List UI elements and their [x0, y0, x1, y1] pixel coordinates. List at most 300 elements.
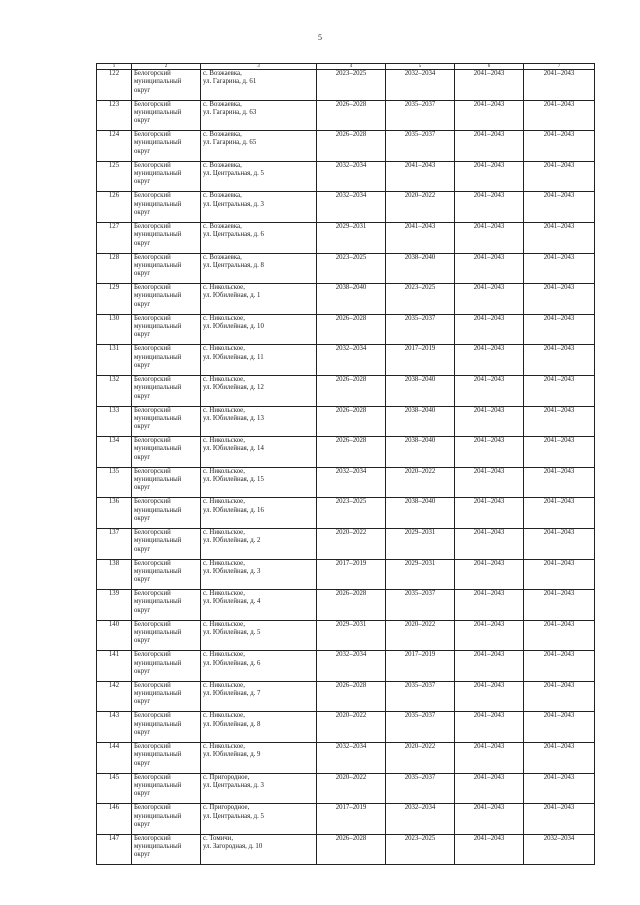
- period-cell-7: 2041–2043: [524, 712, 595, 743]
- district-cell: [132, 437, 201, 468]
- period-cell-4: 2032–2034: [317, 651, 386, 682]
- district-cell-line: Белогорский: [134, 773, 171, 781]
- address-cell: [201, 681, 317, 712]
- address-cell-line: ул. Центральная, д. 8: [203, 261, 264, 269]
- district-cell: [132, 590, 201, 621]
- district-cell-line: муниципальный: [134, 139, 182, 147]
- table-row: [97, 743, 595, 774]
- district-cell-line: Белогорский: [134, 161, 171, 169]
- period-cell-6: 2041–2043: [455, 161, 524, 192]
- district-cell-line: муниципальный: [134, 231, 182, 239]
- period-cell-7: 2041–2043: [524, 743, 595, 774]
- address-cell-line: с. Никольское,: [203, 375, 245, 383]
- address-cell: [201, 559, 317, 590]
- period-cell-5: 2032–2034: [386, 70, 455, 101]
- address-cell: [201, 437, 317, 468]
- address-cell-line: ул. Юбилейная, д. 1: [203, 292, 261, 300]
- period-cell-4: 2032–2034: [317, 743, 386, 774]
- period-cell-7: 2032–2034: [524, 834, 595, 865]
- period-cell-6: 2041–2043: [455, 559, 524, 590]
- district-cell-line: округ: [134, 667, 151, 675]
- period-cell-5: 2017–2019: [386, 345, 455, 376]
- column-header: 5: [386, 64, 455, 70]
- period-cell-5: 2020–2022: [386, 467, 455, 498]
- address-cell-line: с. Никольское,: [203, 559, 245, 567]
- address-cell-line: с. Никольское,: [203, 284, 245, 292]
- period-cell-7: 2041–2043: [524, 100, 595, 131]
- period-cell-4: 2029–2031: [317, 222, 386, 253]
- period-cell-7: 2041–2043: [524, 284, 595, 315]
- row-number-cell: 142: [97, 681, 132, 712]
- district-cell: [132, 651, 201, 682]
- period-cell-7: 2041–2043: [524, 314, 595, 345]
- period-cell-4: 2026–2028: [317, 681, 386, 712]
- address-cell-line: с. Никольское,: [203, 651, 245, 659]
- row-number-cell: 128: [97, 253, 132, 284]
- district-cell-line: округ: [134, 300, 151, 308]
- row-number-cell: 127: [97, 222, 132, 253]
- period-cell-7: 2041–2043: [524, 406, 595, 437]
- period-cell-6: 2041–2043: [455, 528, 524, 559]
- period-cell-6: 2041–2043: [455, 498, 524, 529]
- district-cell-line: Белогорский: [134, 590, 171, 598]
- period-cell-7: 2041–2043: [524, 70, 595, 101]
- table-row: [97, 314, 595, 345]
- district-cell-line: муниципальный: [134, 78, 182, 86]
- district-cell: [132, 559, 201, 590]
- period-cell-4: 2020–2022: [317, 773, 386, 804]
- table-row: [97, 253, 595, 284]
- table-row: [97, 620, 595, 651]
- address-cell-line: с. Никольское,: [203, 406, 245, 414]
- address-cell-line: с. Никольское,: [203, 467, 245, 475]
- table-row: [97, 375, 595, 406]
- period-cell-5: 2020–2022: [386, 620, 455, 651]
- district-cell-line: муниципальный: [134, 659, 182, 667]
- period-cell-6: 2041–2043: [455, 590, 524, 621]
- district-cell-line: муниципальный: [134, 567, 182, 575]
- district-cell-line: муниципальный: [134, 261, 182, 269]
- district-cell-line: округ: [134, 576, 151, 584]
- district-cell-line: округ: [134, 392, 151, 400]
- address-cell: [201, 712, 317, 743]
- period-cell-5: 2032–2034: [386, 804, 455, 835]
- district-cell: [132, 192, 201, 223]
- district-cell: [132, 284, 201, 315]
- district-cell-line: Белогорский: [134, 437, 171, 445]
- district-cell-line: Белогорский: [134, 743, 171, 751]
- column-header: 1: [97, 64, 132, 70]
- table-row: [97, 590, 595, 621]
- period-cell-5: 2035–2037: [386, 773, 455, 804]
- period-cell-5: 2029–2031: [386, 528, 455, 559]
- period-cell-5: 2023–2025: [386, 284, 455, 315]
- period-cell-5: 2038–2040: [386, 375, 455, 406]
- period-cell-5: 2020–2022: [386, 192, 455, 223]
- district-cell-line: Белогорский: [134, 345, 171, 353]
- period-cell-4: 2032–2034: [317, 192, 386, 223]
- period-cell-6: 2041–2043: [455, 834, 524, 865]
- district-cell: [132, 467, 201, 498]
- district-cell-line: Белогорский: [134, 192, 171, 200]
- district-cell-line: муниципальный: [134, 506, 182, 514]
- address-cell-line: ул. Юбилейная, д. 12: [203, 384, 264, 392]
- address-cell-line: ул. Юбилейная, д. 10: [203, 323, 264, 331]
- period-cell-4: 2026–2028: [317, 314, 386, 345]
- period-cell-5: 2017–2019: [386, 651, 455, 682]
- address-cell-line: с. Возжаевка,: [203, 70, 242, 77]
- period-cell-7: 2041–2043: [524, 528, 595, 559]
- table-row: [97, 712, 595, 743]
- period-cell-5: 2035–2037: [386, 712, 455, 743]
- period-cell-7: 2041–2043: [524, 192, 595, 223]
- district-cell: [132, 620, 201, 651]
- address-cell-line: ул. Гагарина, д. 61: [203, 78, 257, 86]
- district-cell-line: муниципальный: [134, 170, 182, 178]
- period-cell-6: 2041–2043: [455, 681, 524, 712]
- district-cell-line: округ: [134, 208, 151, 216]
- row-number-cell: 131: [97, 345, 132, 376]
- period-cell-4: 2020–2022: [317, 528, 386, 559]
- address-cell-line: ул. Центральная, д. 3: [203, 781, 264, 789]
- address-cell-line: с. Пригородное,: [203, 804, 250, 812]
- row-number-cell: 138: [97, 559, 132, 590]
- row-number-cell: 132: [97, 375, 132, 406]
- district-cell-line: округ: [134, 117, 151, 125]
- address-cell-line: ул. Юбилейная, д. 2: [203, 537, 261, 545]
- address-cell-line: с. Пригородное,: [203, 773, 250, 781]
- period-cell-5: 2041–2043: [386, 161, 455, 192]
- address-cell-line: с. Возжаевка,: [203, 161, 242, 169]
- table-row: [97, 467, 595, 498]
- district-cell-line: округ: [134, 851, 151, 859]
- district-cell-line: Белогорский: [134, 498, 171, 506]
- table-row: [97, 528, 595, 559]
- table-row: [97, 437, 595, 468]
- district-cell-line: муниципальный: [134, 414, 182, 422]
- address-cell-line: ул. Юбилейная, д. 4: [203, 598, 261, 606]
- period-cell-5: 2035–2037: [386, 100, 455, 131]
- period-cell-6: 2041–2043: [455, 70, 524, 101]
- address-cell-line: ул. Юбилейная, д. 16: [203, 506, 264, 514]
- row-number-cell: 143: [97, 712, 132, 743]
- district-cell-line: Белогорский: [134, 314, 171, 322]
- district-cell-line: Белогорский: [134, 804, 171, 812]
- period-cell-7: 2041–2043: [524, 620, 595, 651]
- period-cell-6: 2041–2043: [455, 345, 524, 376]
- period-cell-4: 2038–2040: [317, 284, 386, 315]
- address-cell-line: ул. Юбилейная, д. 14: [203, 445, 264, 453]
- table-row: [97, 284, 595, 315]
- period-cell-6: 2041–2043: [455, 437, 524, 468]
- address-cell-line: ул. Юбилейная, д. 8: [203, 720, 261, 728]
- address-cell-line: ул. Гагарина, д. 65: [203, 139, 257, 147]
- address-cell: [201, 834, 317, 865]
- district-cell-line: округ: [134, 637, 151, 645]
- district-cell: [132, 743, 201, 774]
- period-cell-6: 2041–2043: [455, 773, 524, 804]
- address-cell: [201, 345, 317, 376]
- address-cell-line: с. Никольское,: [203, 712, 245, 720]
- period-cell-7: 2041–2043: [524, 590, 595, 621]
- district-cell: [132, 834, 201, 865]
- address-cell: [201, 743, 317, 774]
- district-cell: [132, 70, 201, 101]
- column-header: 4: [317, 64, 386, 70]
- district-cell: [132, 773, 201, 804]
- district-cell-line: муниципальный: [134, 108, 182, 116]
- address-cell: [201, 161, 317, 192]
- district-cell-line: округ: [134, 514, 151, 522]
- district-cell-line: муниципальный: [134, 690, 182, 698]
- table-row: [97, 498, 595, 529]
- district-cell: [132, 498, 201, 529]
- row-number-cell: 135: [97, 467, 132, 498]
- table-row: [97, 559, 595, 590]
- district-cell-line: округ: [134, 147, 151, 155]
- address-cell: [201, 70, 317, 101]
- row-number-cell: 144: [97, 743, 132, 774]
- district-cell: [132, 314, 201, 345]
- row-number-cell: 125: [97, 161, 132, 192]
- district-cell-line: Белогорский: [134, 834, 171, 842]
- address-cell-line: ул. Гагарина, д. 63: [203, 108, 257, 116]
- district-cell-line: Белогорский: [134, 70, 171, 77]
- period-cell-7: 2041–2043: [524, 437, 595, 468]
- period-cell-6: 2041–2043: [455, 406, 524, 437]
- address-cell-line: ул. Загородная, д. 10: [203, 843, 263, 851]
- period-cell-7: 2041–2043: [524, 131, 595, 162]
- district-cell: [132, 345, 201, 376]
- period-cell-4: 2029–2031: [317, 620, 386, 651]
- period-cell-5: 2038–2040: [386, 253, 455, 284]
- district-cell-line: округ: [134, 239, 151, 247]
- period-cell-7: 2041–2043: [524, 559, 595, 590]
- table-body: [97, 70, 595, 865]
- district-cell-line: муниципальный: [134, 598, 182, 606]
- row-number-cell: 133: [97, 406, 132, 437]
- table-row: [97, 345, 595, 376]
- address-cell: [201, 375, 317, 406]
- district-cell-line: округ: [134, 606, 151, 614]
- district-cell-line: округ: [134, 270, 151, 278]
- address-cell-line: с. Никольское,: [203, 498, 245, 506]
- address-cell: [201, 528, 317, 559]
- period-cell-6: 2041–2043: [455, 131, 524, 162]
- address-cell-line: ул. Юбилейная, д. 3: [203, 567, 261, 575]
- period-cell-6: 2041–2043: [455, 314, 524, 345]
- period-cell-6: 2041–2043: [455, 467, 524, 498]
- address-cell-line: с. Возжаевка,: [203, 222, 242, 230]
- address-cell-line: с. Никольское,: [203, 314, 245, 322]
- district-cell-line: округ: [134, 86, 151, 94]
- period-cell-6: 2041–2043: [455, 222, 524, 253]
- district-cell-line: округ: [134, 790, 151, 798]
- table-row: [97, 681, 595, 712]
- address-cell: [201, 467, 317, 498]
- district-cell-line: Белогорский: [134, 253, 171, 261]
- district-cell: [132, 222, 201, 253]
- district-cell-line: муниципальный: [134, 445, 182, 453]
- column-header: 6: [455, 64, 524, 70]
- period-cell-4: 2017–2019: [317, 804, 386, 835]
- address-cell: [201, 100, 317, 131]
- district-cell-line: Белогорский: [134, 559, 171, 567]
- district-cell-line: округ: [134, 331, 151, 339]
- column-header: 7: [524, 64, 595, 70]
- district-cell-line: Белогорский: [134, 712, 171, 720]
- district-cell-line: округ: [134, 484, 151, 492]
- address-cell: [201, 192, 317, 223]
- address-cell: [201, 284, 317, 315]
- period-cell-6: 2041–2043: [455, 651, 524, 682]
- address-cell: [201, 651, 317, 682]
- address-cell-line: с. Никольское,: [203, 437, 245, 445]
- period-cell-7: 2041–2043: [524, 375, 595, 406]
- period-cell-7: 2041–2043: [524, 345, 595, 376]
- period-cell-6: 2041–2043: [455, 804, 524, 835]
- period-cell-7: 2041–2043: [524, 498, 595, 529]
- address-cell: [201, 498, 317, 529]
- period-cell-4: 2026–2028: [317, 100, 386, 131]
- district-cell-line: Белогорский: [134, 651, 171, 659]
- housing-register-table: [96, 63, 595, 865]
- district-cell-line: Белогорский: [134, 222, 171, 230]
- column-header: 3: [201, 64, 317, 70]
- table-row: [97, 222, 595, 253]
- address-cell-line: с. Никольское,: [203, 743, 245, 751]
- period-cell-4: 2026–2028: [317, 437, 386, 468]
- period-cell-5: 2038–2040: [386, 498, 455, 529]
- district-cell-line: округ: [134, 698, 151, 706]
- table-row: [97, 406, 595, 437]
- address-cell-line: ул. Юбилейная, д. 7: [203, 690, 261, 698]
- period-cell-5: 2035–2037: [386, 314, 455, 345]
- table-row: [97, 804, 595, 835]
- district-cell: [132, 131, 201, 162]
- period-cell-5: 2041–2043: [386, 222, 455, 253]
- period-cell-4: 2023–2025: [317, 70, 386, 101]
- period-cell-6: 2041–2043: [455, 743, 524, 774]
- district-cell-line: муниципальный: [134, 384, 182, 392]
- table-row: [97, 131, 595, 162]
- district-cell-line: муниципальный: [134, 200, 182, 208]
- district-cell-line: Белогорский: [134, 467, 171, 475]
- period-cell-4: 2020–2022: [317, 712, 386, 743]
- period-cell-5: 2035–2037: [386, 590, 455, 621]
- district-cell-line: округ: [134, 759, 151, 767]
- row-number-cell: 137: [97, 528, 132, 559]
- district-cell-line: муниципальный: [134, 812, 182, 820]
- address-cell-line: ул. Юбилейная, д. 11: [203, 353, 264, 361]
- period-cell-4: 2026–2028: [317, 834, 386, 865]
- address-cell-line: ул. Юбилейная, д. 5: [203, 628, 261, 636]
- period-cell-6: 2041–2043: [455, 253, 524, 284]
- period-cell-7: 2041–2043: [524, 804, 595, 835]
- address-cell-line: ул. Юбилейная, д. 9: [203, 751, 261, 759]
- district-cell-line: Белогорский: [134, 131, 171, 139]
- district-cell-line: Белогорский: [134, 406, 171, 414]
- address-cell-line: с. Возжаевка,: [203, 131, 242, 139]
- district-cell-line: муниципальный: [134, 323, 182, 331]
- row-number-cell: 141: [97, 651, 132, 682]
- address-cell-line: с. Никольское,: [203, 620, 245, 628]
- district-cell: [132, 804, 201, 835]
- district-cell-line: округ: [134, 423, 151, 431]
- address-cell-line: с. Никольское,: [203, 590, 245, 598]
- period-cell-4: 2032–2034: [317, 161, 386, 192]
- row-number-cell: 140: [97, 620, 132, 651]
- address-cell: [201, 590, 317, 621]
- row-number-cell: 124: [97, 131, 132, 162]
- row-number-cell: 139: [97, 590, 132, 621]
- row-number-cell: 129: [97, 284, 132, 315]
- row-number-cell: 130: [97, 314, 132, 345]
- address-cell-line: ул. Юбилейная, д. 6: [203, 659, 261, 667]
- district-cell: [132, 681, 201, 712]
- district-cell-line: округ: [134, 453, 151, 461]
- period-cell-4: 2017–2019: [317, 559, 386, 590]
- period-cell-4: 2026–2028: [317, 375, 386, 406]
- district-cell-line: муниципальный: [134, 476, 182, 484]
- district-cell: [132, 406, 201, 437]
- district-cell-line: Белогорский: [134, 284, 171, 292]
- row-number-cell: 145: [97, 773, 132, 804]
- address-cell-line: ул. Центральная, д. 3: [203, 200, 264, 208]
- district-cell-line: Белогорский: [134, 620, 171, 628]
- row-number-cell: 146: [97, 804, 132, 835]
- district-cell-line: муниципальный: [134, 628, 182, 636]
- address-cell-line: с. Возжаевка,: [203, 192, 242, 200]
- period-cell-6: 2041–2043: [455, 712, 524, 743]
- address-cell: [201, 222, 317, 253]
- period-cell-5: 2029–2031: [386, 559, 455, 590]
- period-cell-7: 2041–2043: [524, 253, 595, 284]
- address-cell-line: ул. Центральная, д. 6: [203, 231, 264, 239]
- district-cell-line: округ: [134, 545, 151, 553]
- period-cell-6: 2041–2043: [455, 375, 524, 406]
- period-cell-5: 2035–2037: [386, 131, 455, 162]
- period-cell-5: 2038–2040: [386, 406, 455, 437]
- table-row: [97, 651, 595, 682]
- district-cell-line: округ: [134, 729, 151, 737]
- address-cell-line: с. Никольское,: [203, 345, 245, 353]
- address-cell: [201, 620, 317, 651]
- district-cell-line: муниципальный: [134, 720, 182, 728]
- period-cell-4: 2023–2025: [317, 498, 386, 529]
- period-cell-6: 2041–2043: [455, 192, 524, 223]
- district-cell-line: муниципальный: [134, 751, 182, 759]
- address-cell-line: с. Возжаевка,: [203, 100, 242, 108]
- address-cell-line: ул. Юбилейная, д. 13: [203, 414, 264, 422]
- address-cell-line: ул. Центральная, д. 5: [203, 812, 264, 820]
- period-cell-7: 2041–2043: [524, 773, 595, 804]
- period-cell-5: 2023–2025: [386, 834, 455, 865]
- address-cell-line: с. Томичи,: [203, 834, 234, 842]
- period-cell-7: 2041–2043: [524, 681, 595, 712]
- row-number-cell: 126: [97, 192, 132, 223]
- address-cell-line: с. Возжаевка,: [203, 253, 242, 261]
- period-cell-5: 2038–2040: [386, 437, 455, 468]
- row-number-cell: 123: [97, 100, 132, 131]
- table-row: [97, 70, 595, 101]
- period-cell-6: 2041–2043: [455, 100, 524, 131]
- district-cell-line: Белогорский: [134, 681, 171, 689]
- district-cell: [132, 375, 201, 406]
- row-number-cell: 122: [97, 70, 132, 101]
- period-cell-7: 2041–2043: [524, 161, 595, 192]
- address-cell-line: ул. Центральная, д. 5: [203, 170, 264, 178]
